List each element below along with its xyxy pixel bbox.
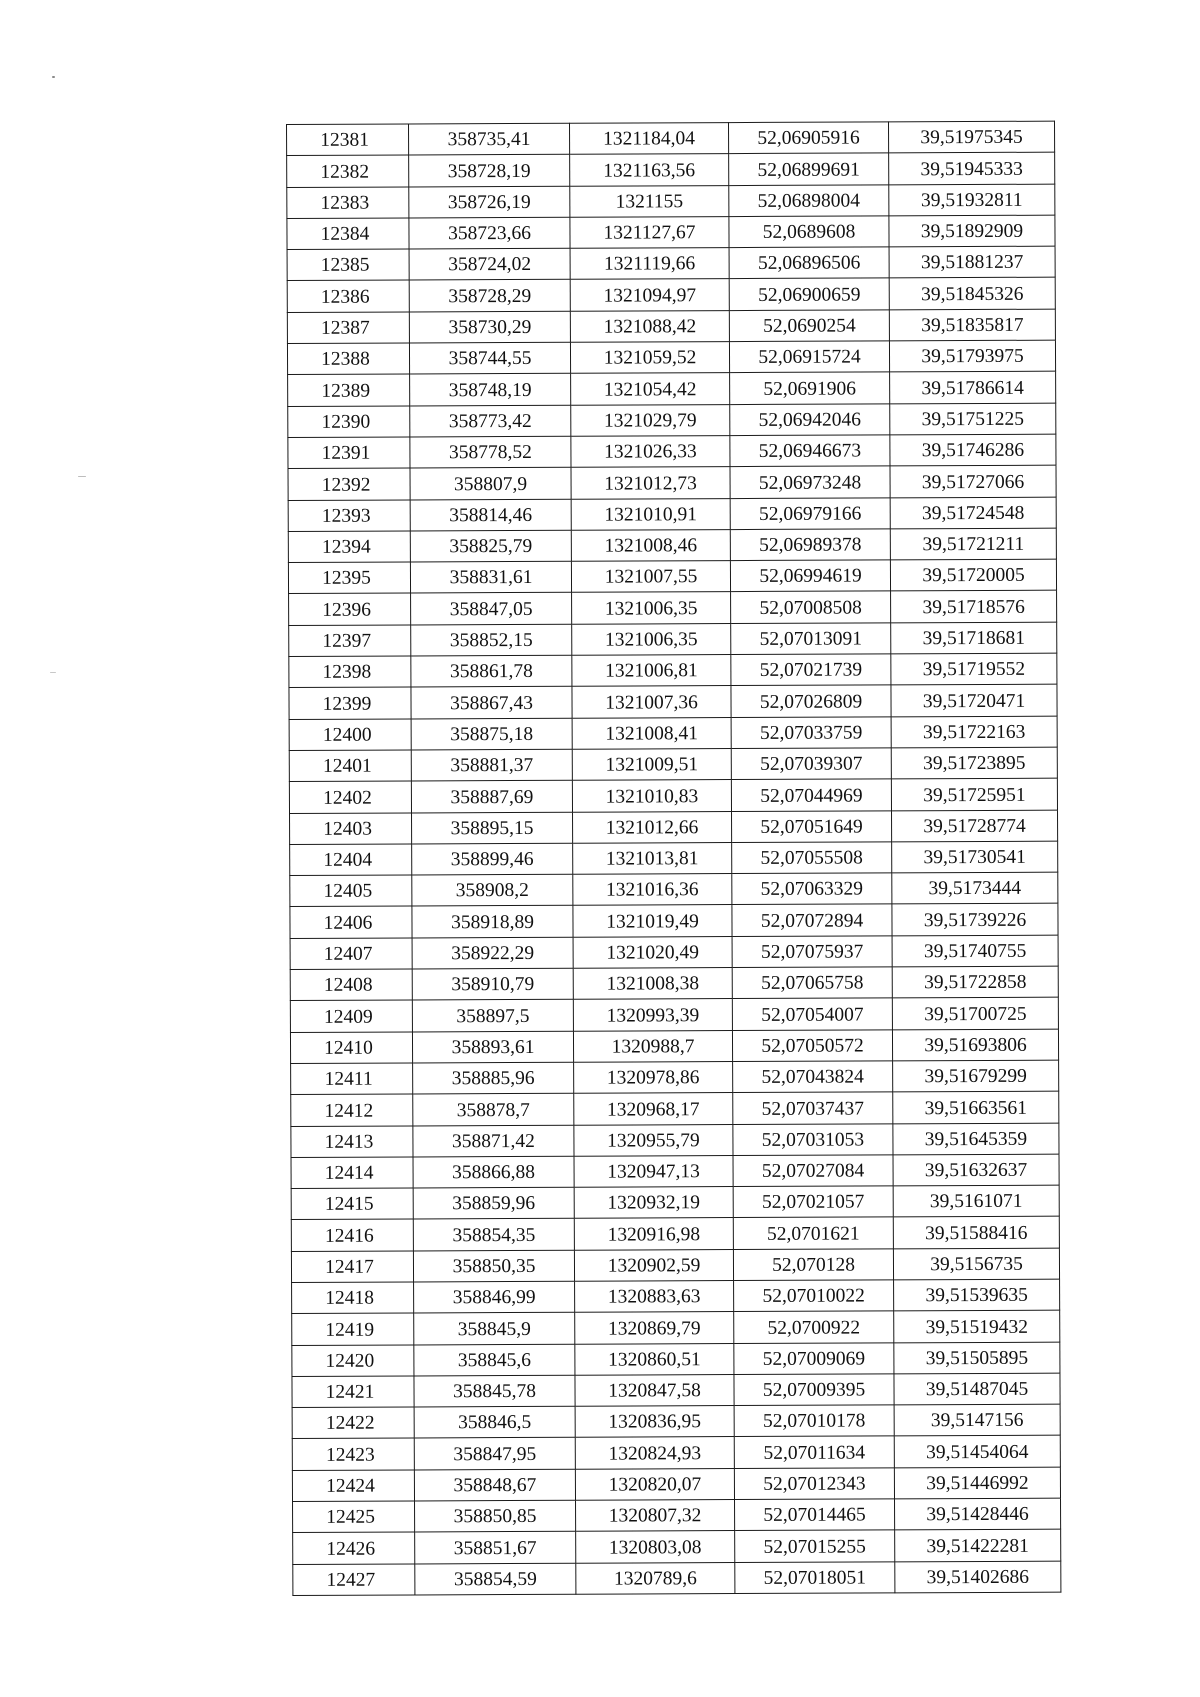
- table-row: [290, 1029, 1058, 1064]
- table-row: [287, 121, 1055, 156]
- latitude-cell: 52,07010178: [734, 1405, 894, 1437]
- table-row: [289, 653, 1057, 688]
- point-number-cell: 12413: [291, 1125, 413, 1157]
- y-coordinate-cell: 1321008,46: [571, 529, 730, 561]
- latitude-cell: 52,0701621: [733, 1217, 893, 1249]
- x-coordinate-cell: 358847,95: [414, 1438, 575, 1470]
- x-coordinate-cell: 358728,29: [409, 280, 570, 312]
- point-number-cell: 12399: [289, 687, 411, 719]
- longitude-cell: 39,51720471: [891, 684, 1057, 716]
- y-coordinate-cell: 1320916,98: [574, 1218, 733, 1250]
- y-coordinate-cell: 1321016,36: [573, 874, 732, 906]
- scan-speck: [52, 76, 55, 78]
- y-coordinate-cell: 1321006,81: [572, 655, 731, 687]
- longitude-cell: 39,51739226: [892, 904, 1058, 936]
- x-coordinate-cell: 358861,78: [411, 655, 572, 687]
- longitude-cell: 39,51793975: [889, 340, 1055, 372]
- latitude-cell: 52,07011634: [734, 1436, 894, 1468]
- y-coordinate-cell: 1320836,95: [575, 1406, 734, 1438]
- table-row: [289, 778, 1057, 813]
- x-coordinate-cell: 358825,79: [410, 530, 571, 562]
- latitude-cell: 52,07026809: [731, 685, 891, 717]
- table-row: [293, 1498, 1061, 1533]
- point-number-cell: 12404: [290, 844, 412, 876]
- table-row: [288, 559, 1056, 594]
- point-number-cell: 12406: [290, 906, 412, 938]
- latitude-cell: 52,07075937: [732, 936, 892, 968]
- x-coordinate-cell: 358845,6: [414, 1344, 575, 1376]
- longitude-cell: 39,51932811: [889, 184, 1055, 216]
- point-number-cell: 12405: [290, 875, 412, 907]
- y-coordinate-cell: 1321127,67: [570, 216, 729, 248]
- longitude-cell: 39,51632637: [893, 1154, 1059, 1186]
- longitude-cell: 39,51746286: [890, 434, 1056, 466]
- y-coordinate-cell: 1321006,35: [572, 592, 731, 624]
- longitude-cell: 39,5156735: [893, 1248, 1059, 1280]
- y-coordinate-cell: 1320824,93: [575, 1437, 734, 1469]
- latitude-cell: 52,06979166: [730, 497, 890, 529]
- longitude-cell: 39,51727066: [890, 465, 1056, 497]
- point-number-cell: 12421: [292, 1376, 414, 1408]
- latitude-cell: 52,07055508: [732, 842, 892, 874]
- x-coordinate-cell: 358908,2: [412, 874, 573, 906]
- latitude-cell: 52,07065758: [732, 967, 892, 999]
- latitude-cell: 52,07044969: [731, 779, 891, 811]
- point-number-cell: 12395: [288, 562, 410, 594]
- y-coordinate-cell: 1321008,38: [573, 968, 732, 1000]
- table-row: [291, 1248, 1059, 1283]
- point-number-cell: 12393: [288, 500, 410, 532]
- latitude-cell: 52,06946673: [730, 435, 890, 467]
- point-number-cell: 12396: [289, 593, 411, 625]
- table-row: [293, 1529, 1061, 1564]
- x-coordinate-cell: 358899,46: [412, 843, 573, 875]
- coordinates-table: [286, 121, 1061, 1596]
- point-number-cell: 12426: [293, 1532, 415, 1564]
- table-row: [291, 1091, 1059, 1126]
- longitude-cell: 39,51722163: [891, 716, 1057, 748]
- y-coordinate-cell: 1320860,51: [575, 1343, 734, 1375]
- x-coordinate-cell: 358723,66: [409, 217, 570, 249]
- longitude-cell: 39,51945333: [889, 152, 1055, 184]
- table-row: [288, 372, 1056, 407]
- latitude-cell: 52,06898004: [729, 184, 889, 216]
- latitude-cell: 52,07008508: [731, 591, 891, 623]
- x-coordinate-cell: 358918,89: [412, 906, 573, 938]
- table-row: [292, 1310, 1060, 1345]
- table-row: [291, 1185, 1059, 1220]
- latitude-cell: 52,06973248: [730, 466, 890, 498]
- longitude-cell: 39,51679299: [893, 1060, 1059, 1092]
- table-row: [292, 1373, 1060, 1408]
- longitude-cell: 39,51724548: [890, 497, 1056, 529]
- latitude-cell: 52,07037437: [733, 1092, 893, 1124]
- latitude-cell: 52,06989378: [730, 529, 890, 561]
- x-coordinate-cell: 358726,19: [409, 186, 570, 218]
- table-row: [288, 528, 1056, 563]
- x-coordinate-cell: 358881,37: [411, 749, 572, 781]
- point-number-cell: 12401: [289, 750, 411, 782]
- table-row: [287, 184, 1055, 219]
- latitude-cell: 52,06905916: [728, 122, 888, 154]
- x-coordinate-cell: 358854,59: [415, 1563, 576, 1595]
- x-coordinate-cell: 358878,7: [413, 1093, 574, 1125]
- y-coordinate-cell: 1321155: [570, 185, 729, 217]
- longitude-cell: 39,51693806: [892, 1029, 1058, 1061]
- table-row: [290, 935, 1058, 970]
- latitude-cell: 52,0691906: [730, 372, 890, 404]
- x-coordinate-cell: 358875,18: [411, 718, 572, 750]
- longitude-cell: 39,51845326: [889, 278, 1055, 310]
- point-number-cell: 12414: [291, 1157, 413, 1189]
- longitude-cell: 39,51700725: [892, 997, 1058, 1029]
- y-coordinate-cell: 1321008,41: [572, 717, 731, 749]
- latitude-cell: 52,06994619: [730, 560, 890, 592]
- longitude-cell: 39,51422281: [895, 1529, 1061, 1561]
- longitude-cell: 39,51835817: [889, 309, 1055, 341]
- longitude-cell: 39,51720005: [890, 559, 1056, 591]
- table-row: [292, 1436, 1060, 1471]
- longitude-cell: 39,51588416: [893, 1217, 1059, 1249]
- point-number-cell: 12386: [287, 280, 409, 312]
- y-coordinate-cell: 1321019,49: [573, 905, 732, 937]
- table-row: [287, 340, 1055, 375]
- x-coordinate-cell: 358893,61: [412, 1031, 573, 1063]
- latitude-cell: 52,0689608: [729, 216, 889, 248]
- table-row: [290, 904, 1058, 939]
- x-coordinate-cell: 358850,35: [413, 1250, 574, 1282]
- y-coordinate-cell: 1320803,08: [576, 1531, 735, 1563]
- x-coordinate-cell: 358730,29: [409, 311, 570, 343]
- table-row: [287, 309, 1055, 344]
- longitude-cell: 39,51725951: [891, 778, 1057, 810]
- x-coordinate-cell: 358895,15: [412, 812, 573, 844]
- table-row: [287, 215, 1055, 250]
- latitude-cell: 52,07063329: [732, 873, 892, 905]
- y-coordinate-cell: 1321119,66: [570, 248, 729, 280]
- table-row: [287, 278, 1055, 313]
- y-coordinate-cell: 1320789,6: [576, 1562, 735, 1594]
- latitude-cell: 52,06899691: [729, 153, 889, 185]
- longitude-cell: 39,51539635: [894, 1279, 1060, 1311]
- x-coordinate-cell: 358845,78: [414, 1375, 575, 1407]
- latitude-cell: 52,07009069: [734, 1342, 894, 1374]
- latitude-cell: 52,07009395: [734, 1374, 894, 1406]
- point-number-cell: 12415: [291, 1188, 413, 1220]
- point-number-cell: 12424: [292, 1470, 414, 1502]
- table-row: [288, 497, 1056, 532]
- x-coordinate-cell: 358867,43: [411, 687, 572, 719]
- point-number-cell: 12411: [291, 1063, 413, 1095]
- x-coordinate-cell: 358851,67: [415, 1532, 576, 1564]
- latitude-cell: 52,07033759: [731, 717, 891, 749]
- scan-speck: [50, 672, 56, 673]
- y-coordinate-cell: 1320947,13: [574, 1155, 733, 1187]
- y-coordinate-cell: 1321054,42: [571, 373, 730, 405]
- longitude-cell: 39,51881237: [889, 246, 1055, 278]
- longitude-cell: 39,51487045: [894, 1373, 1060, 1405]
- y-coordinate-cell: 1321010,83: [572, 780, 731, 812]
- table-row: [287, 246, 1055, 281]
- y-coordinate-cell: 1320932,19: [574, 1187, 733, 1219]
- latitude-cell: 52,07031053: [733, 1123, 893, 1155]
- y-coordinate-cell: 1321020,49: [573, 936, 732, 968]
- table-row: [289, 622, 1057, 657]
- table-row: [290, 841, 1058, 876]
- point-number-cell: 12383: [287, 187, 409, 219]
- x-coordinate-cell: 358852,15: [411, 624, 572, 656]
- point-number-cell: 12382: [287, 155, 409, 187]
- point-number-cell: 12388: [287, 343, 409, 375]
- x-coordinate-cell: 358866,88: [413, 1156, 574, 1188]
- x-coordinate-cell: 358778,52: [410, 436, 571, 468]
- y-coordinate-cell: 1321163,56: [570, 154, 729, 186]
- y-coordinate-cell: 1320993,39: [573, 999, 732, 1031]
- latitude-cell: 52,06900659: [729, 278, 889, 310]
- point-number-cell: 12423: [292, 1438, 414, 1470]
- table-row: [290, 872, 1058, 907]
- x-coordinate-cell: 358854,35: [413, 1219, 574, 1251]
- longitude-cell: 39,5173444: [892, 872, 1058, 904]
- longitude-cell: 39,51723895: [891, 747, 1057, 779]
- x-coordinate-cell: 358922,29: [412, 937, 573, 969]
- latitude-cell: 52,07021739: [731, 654, 891, 686]
- table-row: [292, 1279, 1060, 1314]
- latitude-cell: 52,06942046: [730, 404, 890, 436]
- longitude-cell: 39,51751225: [890, 403, 1056, 435]
- longitude-cell: 39,51719552: [891, 653, 1057, 685]
- longitude-cell: 39,5147156: [894, 1404, 1060, 1436]
- point-number-cell: 12402: [289, 781, 411, 813]
- x-coordinate-cell: 358847,05: [411, 593, 572, 625]
- y-coordinate-cell: 1321006,35: [572, 623, 731, 655]
- table-row: [290, 966, 1058, 1001]
- point-number-cell: 12418: [292, 1282, 414, 1314]
- point-number-cell: 12397: [289, 625, 411, 657]
- x-coordinate-cell: 358735,41: [409, 123, 570, 155]
- longitude-cell: 39,51402686: [895, 1561, 1061, 1593]
- latitude-cell: 52,07054007: [732, 998, 892, 1030]
- longitude-cell: 39,51718576: [891, 591, 1057, 623]
- longitude-cell: 39,51722858: [892, 966, 1058, 998]
- y-coordinate-cell: 1320955,79: [574, 1124, 733, 1156]
- point-number-cell: 12390: [288, 406, 410, 438]
- coordinates-table-container: [286, 121, 1060, 1596]
- x-coordinate-cell: 358728,19: [409, 155, 570, 187]
- longitude-cell: 39,51663561: [893, 1091, 1059, 1123]
- point-number-cell: 12384: [287, 218, 409, 250]
- y-coordinate-cell: 1321010,91: [571, 498, 730, 530]
- latitude-cell: 52,07012343: [734, 1468, 894, 1500]
- y-coordinate-cell: 1320902,59: [574, 1249, 733, 1281]
- point-number-cell: 12381: [287, 124, 409, 156]
- longitude-cell: 39,51892909: [889, 215, 1055, 247]
- x-coordinate-cell: 358910,79: [412, 968, 573, 1000]
- point-number-cell: 12391: [288, 437, 410, 469]
- point-number-cell: 12389: [288, 374, 410, 406]
- longitude-cell: 39,51730541: [892, 841, 1058, 873]
- latitude-cell: 52,07050572: [732, 1029, 892, 1061]
- latitude-cell: 52,070128: [733, 1249, 893, 1281]
- point-number-cell: 12410: [290, 1032, 412, 1064]
- x-coordinate-cell: 358748,19: [410, 374, 571, 406]
- latitude-cell: 52,07010022: [734, 1280, 894, 1312]
- latitude-cell: 52,06896506: [729, 247, 889, 279]
- x-coordinate-cell: 358859,96: [413, 1187, 574, 1219]
- y-coordinate-cell: 1321013,81: [573, 842, 732, 874]
- latitude-cell: 52,07014465: [735, 1499, 895, 1531]
- point-number-cell: 12420: [292, 1345, 414, 1377]
- longitude-cell: 39,5161071: [893, 1185, 1059, 1217]
- x-coordinate-cell: 358871,42: [413, 1125, 574, 1157]
- x-coordinate-cell: 358831,61: [410, 561, 571, 593]
- x-coordinate-cell: 358845,9: [414, 1313, 575, 1345]
- longitude-cell: 39,51505895: [894, 1342, 1060, 1374]
- point-number-cell: 12422: [292, 1407, 414, 1439]
- y-coordinate-cell: 1320869,79: [575, 1312, 734, 1344]
- point-number-cell: 12408: [290, 969, 412, 1001]
- y-coordinate-cell: 1320807,32: [576, 1500, 735, 1532]
- latitude-cell: 52,07043824: [733, 1061, 893, 1093]
- table-row: [292, 1404, 1060, 1439]
- x-coordinate-cell: 358807,9: [410, 468, 571, 500]
- y-coordinate-cell: 1321012,73: [571, 467, 730, 499]
- point-number-cell: 12427: [293, 1564, 415, 1596]
- longitude-cell: 39,51446992: [894, 1467, 1060, 1499]
- table-row: [290, 997, 1058, 1032]
- point-number-cell: 12409: [290, 1000, 412, 1032]
- x-coordinate-cell: 358887,69: [411, 780, 572, 812]
- point-number-cell: 12425: [293, 1501, 415, 1533]
- point-number-cell: 12419: [292, 1313, 414, 1345]
- y-coordinate-cell: 1321059,52: [570, 342, 729, 374]
- latitude-cell: 52,07021057: [733, 1186, 893, 1218]
- point-number-cell: 12385: [287, 249, 409, 281]
- table-row: [291, 1060, 1059, 1095]
- latitude-cell: 52,07039307: [731, 748, 891, 780]
- longitude-cell: 39,51721211: [890, 528, 1056, 560]
- y-coordinate-cell: 1321094,97: [570, 279, 729, 311]
- latitude-cell: 52,0690254: [729, 310, 889, 342]
- y-coordinate-cell: 1320883,63: [575, 1281, 734, 1313]
- table-row: [288, 465, 1056, 500]
- latitude-cell: 52,07015255: [735, 1530, 895, 1562]
- x-coordinate-cell: 358846,5: [414, 1406, 575, 1438]
- latitude-cell: 52,07013091: [731, 623, 891, 655]
- point-number-cell: 12400: [289, 719, 411, 751]
- table-row: [289, 684, 1057, 719]
- y-coordinate-cell: 1320968,17: [574, 1093, 733, 1125]
- x-coordinate-cell: 358814,46: [410, 499, 571, 531]
- x-coordinate-cell: 358724,02: [409, 248, 570, 280]
- table-row: [288, 403, 1056, 438]
- coordinates-table-body: [287, 121, 1061, 1595]
- point-number-cell: 12394: [288, 531, 410, 563]
- longitude-cell: 39,51454064: [894, 1436, 1060, 1468]
- y-coordinate-cell: 1321009,51: [572, 749, 731, 781]
- latitude-cell: 52,06915724: [729, 341, 889, 373]
- y-coordinate-cell: 1321026,33: [571, 436, 730, 468]
- table-row: [291, 1123, 1059, 1158]
- table-row: [289, 591, 1057, 626]
- y-coordinate-cell: 1321012,66: [573, 811, 732, 843]
- y-coordinate-cell: 1320847,58: [575, 1374, 734, 1406]
- table-row: [289, 716, 1057, 751]
- x-coordinate-cell: 358897,5: [412, 1000, 573, 1032]
- latitude-cell: 52,0700922: [734, 1311, 894, 1343]
- x-coordinate-cell: 358846,99: [414, 1281, 575, 1313]
- y-coordinate-cell: 1320988,7: [573, 1030, 732, 1062]
- y-coordinate-cell: 1320978,86: [574, 1061, 733, 1093]
- table-row: [292, 1467, 1060, 1502]
- longitude-cell: 39,51645359: [893, 1123, 1059, 1155]
- point-number-cell: 12416: [291, 1219, 413, 1251]
- y-coordinate-cell: 1321184,04: [569, 123, 728, 155]
- x-coordinate-cell: 358885,96: [413, 1062, 574, 1094]
- y-coordinate-cell: 1320820,07: [575, 1468, 734, 1500]
- longitude-cell: 39,51718681: [891, 622, 1057, 654]
- longitude-cell: 39,51975345: [888, 121, 1054, 153]
- point-number-cell: 12387: [287, 312, 409, 344]
- table-row: [288, 434, 1056, 469]
- table-row: [291, 1154, 1059, 1189]
- latitude-cell: 52,07027084: [733, 1155, 893, 1187]
- y-coordinate-cell: 1321007,36: [572, 686, 731, 718]
- point-number-cell: 12398: [289, 656, 411, 688]
- longitude-cell: 39,51786614: [890, 372, 1056, 404]
- longitude-cell: 39,51740755: [892, 935, 1058, 967]
- point-number-cell: 12407: [290, 938, 412, 970]
- y-coordinate-cell: 1321088,42: [570, 310, 729, 342]
- latitude-cell: 52,07051649: [732, 810, 892, 842]
- longitude-cell: 39,51519432: [894, 1310, 1060, 1342]
- table-row: [292, 1342, 1060, 1377]
- x-coordinate-cell: 358848,67: [414, 1469, 575, 1501]
- y-coordinate-cell: 1321029,79: [571, 404, 730, 436]
- latitude-cell: 52,07018051: [735, 1562, 895, 1594]
- point-number-cell: 12392: [288, 468, 410, 500]
- y-coordinate-cell: 1321007,55: [571, 561, 730, 593]
- table-row: [290, 810, 1058, 845]
- point-number-cell: 12412: [291, 1094, 413, 1126]
- longitude-cell: 39,51728774: [892, 810, 1058, 842]
- table-row: [287, 152, 1055, 187]
- scan-speck: [78, 476, 86, 477]
- table-row: [293, 1561, 1061, 1596]
- point-number-cell: 12403: [290, 812, 412, 844]
- table-row: [289, 747, 1057, 782]
- x-coordinate-cell: 358850,85: [415, 1500, 576, 1532]
- table-row: [291, 1217, 1059, 1252]
- latitude-cell: 52,07072894: [732, 904, 892, 936]
- x-coordinate-cell: 358744,55: [409, 342, 570, 374]
- longitude-cell: 39,51428446: [895, 1498, 1061, 1530]
- x-coordinate-cell: 358773,42: [410, 405, 571, 437]
- point-number-cell: 12417: [291, 1251, 413, 1283]
